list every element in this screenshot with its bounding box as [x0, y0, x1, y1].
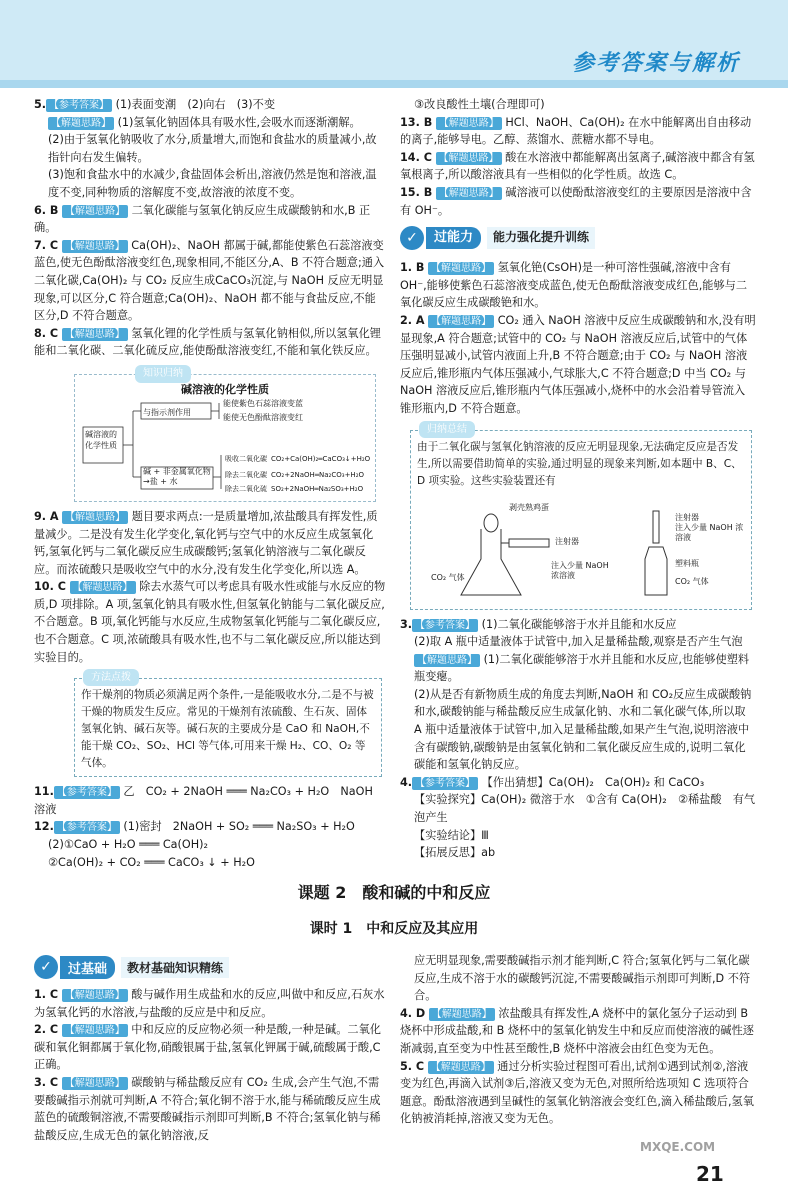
answer-5-c: (3)饱和食盐水中的水减少,食盐固体会析出,溶液仍然是饱和溶液,温度不变,同种物质的溶解度不变,故溶液的浓度不变。: [48, 168, 377, 199]
header-stripe: [0, 80, 788, 88]
left-column: [34, 96, 386, 871]
lesson-subtitle: 课时 1 中和反应及其应用: [309, 921, 479, 937]
fig-label-l1: 剥壳熟鸡蛋: [509, 502, 549, 512]
summary-tip-badge: 归纳总结: [419, 421, 475, 438]
fig-label-l4: CO₂ 气体: [431, 572, 465, 582]
fig-label-r3: 塑料瓶: [675, 558, 699, 568]
answer-6: 6. B 【解题思路】 二氧化碳能与氢氧化钠反应生成碳酸钠和水,B 正确。: [34, 203, 371, 235]
ability-3-reason: 【解题思路】 (1)二氧化碳能够溶于水并且能和水反应,也能够使塑料瓶变瘪。: [414, 652, 750, 684]
answer-11: 11. 【参考答案】 乙 CO₂ + 2NaOH ═══ Na₂CO₃ + H₂O NaOH 溶液: [34, 785, 373, 816]
diagram-e2: CO₂+2NaOH═Na₂CO₃+H₂O: [271, 470, 365, 479]
ability-3-c: (2)从是否有新物质生成的角度去判断,NaOH 和 CO₂反应生成碳酸钠和水,碳酸钠能与稀盐酸反应生成氯化钠、水和二氧化碳气体,所以取 A 瓶中适量液体于试管中,加入足量稀盐酸,如果产生气泡,说明溶液中含有碳酸钠,碳酸钠是由氢氧化钠和二氧化碳反应生成的,说明二氧化碳能和氢氧化钠反应。: [414, 687, 752, 772]
diagram-title: 碱溶液的化学性质: [181, 382, 269, 396]
ability-4-c: 【拓展反思】ab: [414, 846, 496, 860]
bottom-left-column: [34, 986, 386, 1144]
summary-tip-box: [410, 423, 752, 610]
ability-4: 4. 【参考答案】 【作出猜想】Ca(OH)₂ Ca(OH)₂ 和 CaCO₃: [400, 775, 705, 789]
diagram-b1b: 能使无色酚酞溶液变红: [223, 412, 303, 422]
answer-5-reason: 【解题思路】 (1)氢氧化钠固体具有吸水性,会吸水而逐渐潮解。: [34, 114, 386, 132]
answer-12-c: ②Ca(OH)₂ + CO₂ ═══ CaCO₃ ↓ + H₂O: [48, 855, 255, 869]
ability-4-a: 【实验探究】Ca(OH)₂ 微溶于水 ①含有 Ca(OH)₂ ②稀盐酸 有气泡产生: [414, 793, 756, 825]
fig-label-r1: 注射器: [675, 512, 699, 522]
fig-label-r2: 注入少量 NaOH 浓溶液: [675, 522, 744, 542]
page-number: 21: [696, 1162, 724, 1186]
method-tip-text: 作干燥剂的物质必须满足两个条件,一是能吸收水分,二是不与被干燥的物质发生反应。常见的干燥剂有浓硫酸、生石灰、固体氢氧化钠、碱石灰等。碱石灰的主要成分是 CaO 和 NaOH,不能干燥 CO₂、SO₂、HCl 等气体,可用来干燥 H₂、CO、O₂ 等气体。: [81, 689, 374, 770]
diagram-b2a: 吸收二氧化碳: [225, 454, 267, 463]
ability-banner-subtitle: 能力强化提升训练: [487, 227, 595, 249]
answer-10: 10. C 【解题思路】 除去水蒸气可以考虑具有吸水性或能与水反应的物质,D 项排除。A 项,氢氧化钠具有吸水性,但氢氧化钠能与二氧化碳反应,不合题意。B 项,氧化钙能与水反应,生成物氢氧化钙能与二氧化碳反应,也不合题意。C 项,浓硫酸具有吸水性,也不与二氧化碳反应,所以能达到实验目的。: [34, 580, 386, 664]
answer-7: 7. C 【解题思路】 Ca(OH)₂、NaOH 都属于碱,都能使紫色石蕊溶液变蓝色,使无色酚酞溶液变红色,现象相同,不能区分,A、B 不符合题意;通入二氧化碳,Ca(OH)₂ 与 CO₂ 反应生成CaCO₃沉淀,与 NaOH 反应无明显现象,可以区分,C 符合题意;Ca(OH)₂、NaOH 都不能与食盐反应,不能区分,D 不符合题意。: [34, 238, 385, 323]
basic-3: 3. C 【解题思路】 碳酸钠与稀盐酸反应有 CO₂ 生成,会产生气泡,不需要酸碱指示剂就可判断,A 不符合;氧化铜不溶于水,能与稀硫酸反应生成蓝色的硫酸铜溶液,不需要酸碱指示剂即可判断,B 不符合;氢氧化钠与稀盐酸反应,生成无色的氯化钠溶液,反: [34, 1075, 381, 1142]
check-icon: ✓: [400, 226, 424, 250]
fig-label-l2: 注射器: [555, 536, 579, 546]
basic-4: 4. D 【解题思路】 浓盐酸具有挥发性,A 烧杯中的氯化氢分子运动到 B 烧杯中形成盐酸,和 B 烧杯中的氢氧化钠发生中和反应而使溶液的碱性逐渐减弱,直至变为中性甚至酸性,B 烧杯中溶液会由红色变为无色。: [400, 1006, 754, 1055]
answer-8: 8. C 【解题思路】 氢氧化锂的化学性质与氢氧化钠相似,所以氢氧化锂能和二氧化碳、二氧化硫反应,能使酚酞溶液变红,不能和氧化铁反应。: [34, 326, 381, 358]
method-tip-badge: 方法点拨: [83, 669, 139, 686]
basics-banner-title: 过基础: [60, 956, 115, 979]
answer-15: 15. B 【解题思路】 碱溶液可以使酚酞溶液变红的主要原因是溶液中含有 OH⁻。: [400, 185, 752, 217]
diagram-b1a: 能使紫色石蕊溶液变蓝: [223, 398, 303, 408]
lesson-title: 课题 2 酸和碱的中和反应: [297, 883, 491, 902]
watermark: MXQE.COM: [640, 1140, 716, 1154]
check-icon: ✓: [34, 955, 58, 979]
diagram-e1: CO₂+Ca(OH)₂═CaCO₃↓+H₂O: [271, 454, 371, 463]
ability-4-b: 【实验结论】Ⅲ: [414, 828, 489, 842]
bottom-right-column: [400, 952, 756, 1128]
basic-1: 1. C 【解题思路】 酸与碱作用生成盐和水的反应,叫做中和反应,石灰水为氢氧化钙的水溶液,与盐酸的反应是中和反应。: [34, 988, 385, 1019]
diagram-b1: 与指示剂作用: [143, 407, 191, 417]
basic-3-cont: 应无明显现象,需要酸碱指示剂才能判断,C 符合;氢氧化钙与二氧化碳反应,生成不溶于水的碳酸钙沉淀,不需要酸碱指示剂即可判断,D 不符合。: [414, 954, 751, 1003]
answer-12: 12. 【参考答案】 (1)密封 2NaOH + SO₂ ═══ Na₂SO₃ + H₂O: [34, 820, 355, 834]
answer-14: 14. C 【解题思路】 酸在水溶液中都能解离出氢离子,碱溶液中都含有氢氧根离子,所以酸溶液具有一些相似的化学性质。故选 C。: [400, 150, 755, 182]
diagram-root: 碱溶液的化学性质: [85, 429, 117, 450]
method-tip-box: [74, 672, 382, 777]
ability-3: 3. 【参考答案】 (1)二氧化碳能够溶于水并且能和水反应: [400, 617, 677, 631]
answer-5: 5. 【参考答案】 (1)表面变潮 (2)向右 (3)不变: [34, 98, 276, 111]
ability-2: 2. A 【解题思路】 CO₂ 通入 NaOH 溶液中反应生成碳酸钠和水,没有明显现象,A 符合题意;试管中的 CO₂ 与 NaOH 溶液反应后,试管中的气体压强明显减小,试管内液面上升,B 不符合题意;由于 CO₂ 与 NaOH 溶液反应后,锥形瓶内气体压强减小,气球胀大,C 不符合题意;D 中当 CO₂ 与 NaOH 溶液反应后,锥形瓶内气体压强减小,烧杯中的水会沿着导管流入锥形瓶内,D 不符合题意。: [400, 313, 756, 415]
basics-banner-subtitle: 教材基础知识精练: [121, 957, 229, 978]
answer-12-d: ③改良酸性土壤(合理即可): [414, 98, 545, 111]
ability-banner-title: 过能力: [426, 227, 481, 249]
header-title: 参考答案与解析: [571, 51, 740, 76]
summary-tip-text: 由于二氧化碳与氢氧化钠溶液的反应无明显现象,无法确定反应是否发生,所以需要借助简单的实验,通过明显的现象来判断,如本题中 B、C、D 项实验。这些实验装置还有: [417, 440, 742, 487]
diagram-e3: SO₂+2NaOH═Na₂SO₃+H₂O: [271, 484, 364, 493]
ability-banner: [400, 225, 756, 251]
fig-label-r4: CO₂ 气体: [675, 576, 709, 586]
answer-13: 13. B 【解题思路】 HCl、NaOH、Ca(OH)₂ 在水中能解离出自由移动的离子,能够导电。乙醇、蒸馏水、蔗糖水都不导电。: [400, 115, 752, 147]
ability-1: 1. B 【解题思路】 氢氧化铯(CsOH)是一种可溶性强碱,溶液中含有 OH⁻,能够使紫色石蕊溶液变成蓝色,使无色酚酞溶液变成红色,能够与二氧化碳反应生成碳酸铯和水。: [400, 261, 748, 310]
diagram-b2c: 除去二氧化硫: [225, 484, 267, 493]
basic-5: 5. C 【解题思路】 通过分析实验过程图可看出,试剂①遇到试剂②,溶液变为红色,再滴入试剂③后,溶液又变为无色,对照所给选项知 C 选项符合题意。酚酞溶液遇到呈碱性的氢氧化钠溶液会变红色,滴入稀盐酸后,氢氧化钠被消耗掉,溶液又变为无色。: [400, 1059, 754, 1126]
answer-5-b: (2)由于氢氧化钠吸收了水分,质量增大,而饱和食盐水的质量减小,故指针向右发生偏转。: [48, 133, 377, 164]
answer-12-b: (2)①CaO + H₂O ═══ Ca(OH)₂: [48, 838, 208, 852]
diagram-badge: 知识归纳: [135, 365, 191, 383]
basic-2: 2. C 【解题思路】 中和反应的反应物必须一种是酸,一种是碱。二氧化碳和氧化铜都属于氧化物,硝酸银属于盐,氢氧化钾属于碱,硫酸属于酸,C 正确。: [34, 1023, 381, 1072]
diagram-b2b: 除去二氧化碳: [225, 470, 267, 479]
answer-9: 9. A 【解题思路】 题目要求两点:一是质量增加,浓盐酸具有挥发性,质量减少。二是没有发生化学变化,氧化钙与空气中的水反应生成氢氧化钙,氢氧化钙与二氧化碳反应生成碳酸钙;氢氧化钠溶液与二氧化碳反应。而浓硫酸只是吸收空气中的水分,没有发生化学变化,所以选 A。: [34, 509, 378, 576]
right-column: [400, 96, 756, 862]
fig-label-l3: 注入少量 NaOH 浓溶液: [551, 560, 609, 580]
basics-banner: [34, 954, 229, 980]
diagram-b2: 碱 + 非金属氧化物→盐 + 水: [143, 466, 211, 486]
knowledge-diagram: [74, 367, 376, 502]
ability-3-a: (2)取 A 瓶中适量液体于试管中,加入足量稀盐酸,观察是否产生气泡: [414, 635, 743, 649]
